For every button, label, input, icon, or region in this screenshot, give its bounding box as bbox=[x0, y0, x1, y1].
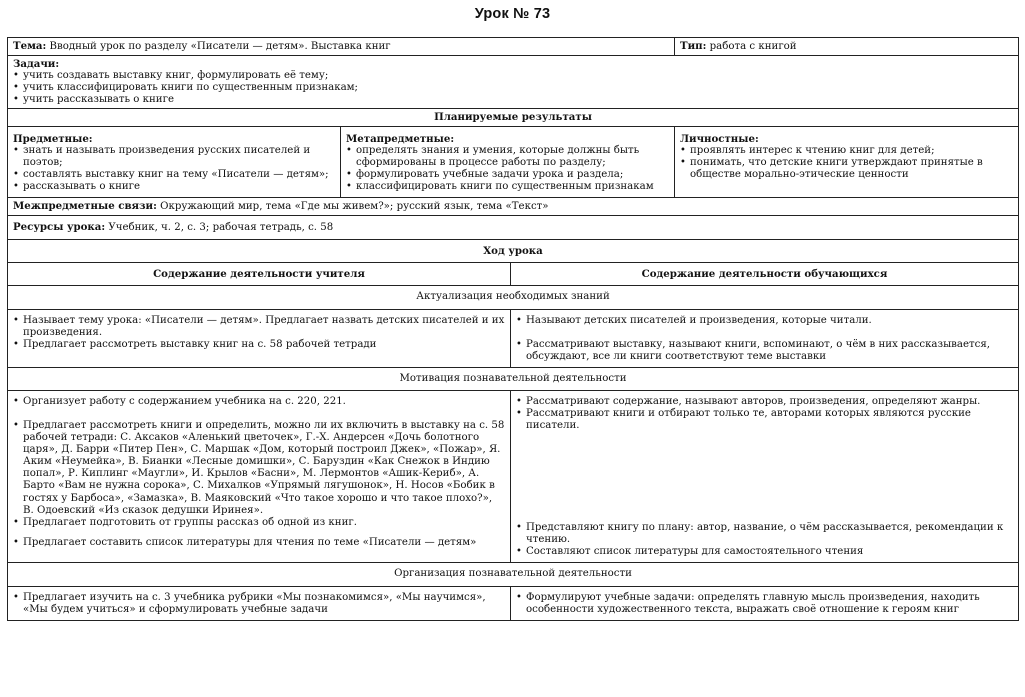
section-title: Организация познавательной деятельности bbox=[8, 563, 1019, 586]
result-item: • знать и называть произведения русских писателей и поэтов; bbox=[13, 145, 335, 169]
students-cell bbox=[511, 586, 1019, 620]
type-cell bbox=[675, 38, 1019, 56]
interdisciplinary-row bbox=[8, 198, 1019, 216]
results-meta-list bbox=[346, 145, 669, 193]
result-item: • формулировать учебные задачи урока и раздела; bbox=[346, 169, 669, 181]
type-value: работа с книгой bbox=[709, 41, 797, 52]
lesson-plan-table bbox=[7, 37, 1019, 621]
results-title-row bbox=[8, 109, 1019, 126]
students-list bbox=[516, 396, 1013, 559]
results-subject-label: Предметные: bbox=[13, 132, 93, 145]
teacher-column-header: Содержание деятельности учителя bbox=[8, 263, 511, 286]
result-item: • определять знания и умения, которые должны быть сформированы в процессе работы по разделу; bbox=[346, 145, 669, 169]
resources-label: Ресурсы урока: bbox=[13, 221, 106, 234]
students-list bbox=[516, 315, 1013, 363]
teacher-list bbox=[13, 396, 505, 549]
students-item: • Представляют книгу по плану: автор, название, о чём рассказывается, рекомендации к чтению. bbox=[516, 522, 1013, 546]
type-label: Тип: bbox=[680, 40, 707, 52]
students-item: • Составляют список литературы для самостоятельного чтения bbox=[516, 546, 1013, 558]
section-row bbox=[8, 309, 1019, 367]
results-meta-cell bbox=[341, 126, 675, 197]
section-title-row bbox=[8, 286, 1019, 309]
resources-cell bbox=[8, 216, 1019, 240]
topic-row bbox=[8, 38, 1019, 56]
task-item: • учить классифицировать книги по существенным признакам; bbox=[13, 82, 1013, 94]
teacher-cell bbox=[8, 390, 511, 563]
teacher-item: • Организует работу с содержанием учебника на с. 220, 221. bbox=[13, 396, 505, 408]
results-personal-cell bbox=[675, 126, 1019, 197]
tasks-cell bbox=[8, 56, 1019, 109]
results-meta-label: Метапредметные: bbox=[346, 132, 455, 145]
students-item: • Рассматривают содержание, называют авторов, произведения, определяют жанры. bbox=[516, 396, 1013, 408]
topic-label: Тема: bbox=[13, 40, 47, 52]
section-title-row bbox=[8, 563, 1019, 586]
course-title-row bbox=[8, 240, 1019, 263]
page-title: Урок № 73 bbox=[474, 6, 551, 22]
course-header-row bbox=[8, 263, 1019, 286]
interdisciplinary-value: Окружающий мир, тема «Где мы живем?»; русский язык, тема «Текст» bbox=[160, 201, 549, 213]
course-title: Ход урока bbox=[8, 240, 1019, 263]
task-item: • учить рассказывать о книге bbox=[13, 94, 1013, 106]
students-cell bbox=[511, 309, 1019, 367]
teacher-cell bbox=[8, 309, 511, 367]
teacher-item: • Предлагает составить список литературы для чтения по теме «Писатели — детям» bbox=[13, 537, 505, 549]
resources-row bbox=[8, 216, 1019, 240]
tasks-list bbox=[13, 70, 1013, 106]
topic-value: Вводный урок по разделу «Писатели — детям». Выставка книг bbox=[49, 41, 391, 52]
results-row bbox=[8, 126, 1019, 197]
interdisciplinary-label: Межпредметные связи: bbox=[13, 200, 157, 213]
result-item: • составлять выставку книг на тему «Писатели — детям»; bbox=[13, 169, 335, 181]
students-item: • Рассматривают книги и отбирают только те, авторами которых являются русские писатели. bbox=[516, 408, 1013, 432]
students-list bbox=[516, 592, 1013, 616]
students-item: • Формулируют учебные задачи: определять главную мысль произведения, находить особенности художественного текста, выражать своё отношение к героям книг bbox=[516, 592, 1013, 616]
result-item: • классифицировать книги по существенным признакам bbox=[346, 181, 669, 193]
topic-cell bbox=[8, 38, 675, 56]
result-item: • рассказывать о книге bbox=[13, 181, 335, 193]
tasks-label: Задачи: bbox=[13, 58, 60, 71]
teacher-item: • Предлагает подготовить от группы рассказ об одной из книг. bbox=[13, 517, 505, 529]
section-row bbox=[8, 586, 1019, 620]
teacher-item: • Предлагает рассмотреть выставку книг на с. 58 рабочей тетради bbox=[13, 339, 505, 351]
results-subject-cell bbox=[8, 126, 341, 197]
section-title: Мотивация познавательной деятельности bbox=[8, 367, 1019, 390]
results-personal-list bbox=[680, 145, 1013, 181]
teacher-item: • Называет тему урока: «Писатели — детям». Предлагает назвать детских писателей и их произведения. bbox=[13, 315, 505, 339]
interdisciplinary-cell bbox=[8, 198, 1019, 216]
task-item: • учить создавать выставку книг, формулировать её тему; bbox=[13, 70, 1013, 82]
teacher-cell bbox=[8, 586, 511, 620]
result-item: • понимать, что детские книги утверждают принятые в обществе морально-этические ценности bbox=[680, 157, 1013, 181]
tasks-row bbox=[8, 56, 1019, 109]
section-row bbox=[8, 390, 1019, 563]
results-title: Планируемые результаты bbox=[8, 109, 1019, 126]
result-item: • проявлять интерес к чтению книг для детей; bbox=[680, 145, 1013, 157]
students-cell bbox=[511, 390, 1019, 563]
section-title-row bbox=[8, 367, 1019, 390]
resources-value: Учебник, ч. 2, с. 3; рабочая тетрадь, с. 58 bbox=[108, 222, 334, 234]
teacher-list bbox=[13, 592, 505, 616]
teacher-item: • Предлагает изучить на с. 3 учебника рубрики «Мы познакомимся», «Мы научимся», «Мы будем учиться» и сформулировать учебные задачи bbox=[13, 592, 505, 616]
results-personal-label: Личностные: bbox=[680, 132, 759, 145]
students-item: • Называют детских писателей и произведения, которые читали. bbox=[516, 315, 1013, 327]
students-column-header: Содержание деятельности обучающихся bbox=[511, 263, 1019, 286]
section-title: Актуализация необходимых знаний bbox=[8, 286, 1019, 309]
teacher-list bbox=[13, 315, 505, 351]
teacher-item: • Предлагает рассмотреть книги и определить, можно ли их включить в выставку на с. 58 рабочей тетради: С. Аксаков «Аленький цветочек», Г.-Х. Андерсен «Дочь болотного царя», Д. Барри «Питер Пен», С. Маршак «Дом, который построил Джек», «Пожар», Я. Аким «Неумейка», В. Бианки «Лесные домишки», С. Баруздин «Как Снежок в Индию попал», Р. Киплинг «Маугли», И. Крылов «Басни», М. Лермонтов «Ашик-Кериб», А. Барто «Вам не нужна сорока», С. Михалков «Упрямый лягушонок», Н. Носов «Бобик в гостях у Барбоса», «Замазка», В. Маяковский «Что такое хорошо и что такое плохо?», В. Одоевский «Из сказок дедушки Иринея». bbox=[13, 420, 505, 517]
results-subject-list bbox=[13, 145, 335, 193]
students-item: • Рассматривают выставку, называют книги, вспоминают, о чём в них рассказывается, обсуждают, все ли книги соответствуют теме выставки bbox=[516, 339, 1013, 363]
